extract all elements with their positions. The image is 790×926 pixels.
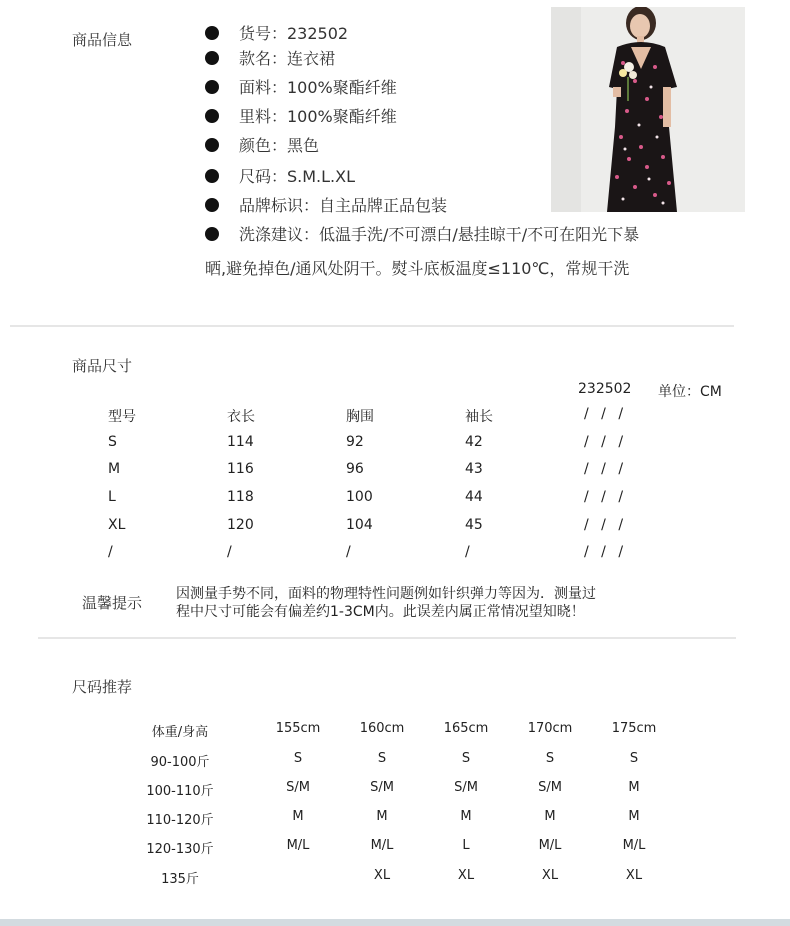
bullet-icon — [205, 227, 219, 241]
bullet-icon — [205, 80, 219, 94]
product-info-title: 商品信息 — [72, 31, 133, 49]
size-cell: 100 — [346, 489, 373, 505]
bottom-bar — [0, 919, 790, 926]
info-item-fabric — [205, 77, 397, 99]
size-cell: 116 — [227, 461, 254, 477]
size-header-cell: 衣长 — [227, 409, 255, 425]
recommend-size-cell: M — [460, 809, 472, 824]
recommend-size-cell: S/M — [538, 780, 562, 795]
recommend-size-cell: S/M — [370, 780, 394, 795]
weight-label: 100-110斤 — [146, 784, 214, 799]
weight-label: 135斤 — [161, 872, 199, 887]
info-text: 里料：100%聚酯纤维 — [239, 107, 397, 126]
recommend-size-cell: XL — [457, 868, 475, 883]
recommend-size-cell: M/L — [538, 838, 562, 853]
recommend-size-cell: L — [462, 838, 470, 853]
size-cell: L — [108, 489, 116, 505]
recommend-size-cell: S — [461, 751, 471, 766]
recommend-size-cell: M/L — [286, 838, 310, 853]
info-text: 颜色：黑色 — [239, 136, 320, 155]
recommend-size-cell: M — [544, 809, 556, 824]
section-divider — [38, 637, 736, 639]
info-item-size — [205, 166, 355, 188]
style-code: 232502 — [578, 381, 632, 397]
height-header: 170cm — [527, 721, 573, 736]
size-cell: 92 — [346, 434, 364, 450]
recommend-size-cell: S — [377, 751, 387, 766]
size-header-cell: 胸围 — [346, 409, 374, 425]
size-cell: / / / — [584, 434, 624, 450]
info-text: 面料：100%聚酯纤维 — [239, 78, 397, 97]
size-cell: XL — [108, 517, 126, 533]
size-cell: 120 — [227, 517, 254, 533]
info-item-brand — [205, 195, 447, 217]
weight-label: 110-120斤 — [146, 813, 214, 828]
recommend-size-cell: XL — [373, 868, 391, 883]
size-cell: / — [108, 544, 113, 560]
size-cell: 42 — [465, 434, 483, 450]
tip-label: 温馨提示 — [82, 594, 143, 612]
bullet-icon — [205, 169, 219, 183]
bullet-icon — [205, 109, 219, 123]
size-cell: M — [108, 461, 121, 477]
info-item-wash — [205, 224, 639, 246]
recommend-corner-cell: 体重/身高 — [151, 725, 209, 740]
wash-instructions-continued: 晒,避免掉色/通风处阴干。熨斗底板温度≤110℃，常规干洗 — [205, 259, 630, 278]
info-text: 款名：连衣裙 — [239, 49, 336, 68]
recommend-size-cell: S/M — [454, 780, 478, 795]
bullet-icon — [205, 138, 219, 152]
recommend-size-cell: M — [628, 780, 640, 795]
bullet-icon — [205, 198, 219, 212]
size-cell: / — [465, 544, 470, 560]
tip-text-line1: 因测量手势不同，面料的物理特性问题例如针织弹力等因为．测量过 — [176, 586, 596, 602]
size-cell: 43 — [465, 461, 483, 477]
size-cell: 114 — [227, 434, 254, 450]
recommend-size-cell: M/L — [622, 838, 646, 853]
recommend-size-cell: S/M — [286, 780, 310, 795]
size-cell: 44 — [465, 489, 483, 505]
section-divider — [10, 325, 734, 327]
height-header: 175cm — [611, 721, 657, 736]
size-chart-title: 商品尺寸 — [72, 357, 133, 375]
recommend-size-cell: M/L — [370, 838, 394, 853]
recommend-size-cell: XL — [625, 868, 643, 883]
unit-label: 单位：CM — [658, 384, 722, 400]
size-cell: / / / — [584, 461, 624, 477]
size-cell: / — [346, 544, 351, 560]
size-header-cell: / / / — [584, 406, 624, 422]
recommend-size-cell: S — [629, 751, 639, 766]
recommend-size-cell: S — [545, 751, 555, 766]
info-text: 洗涤建议：低温手洗/不可漂白/悬挂晾干/不可在阳光下暴 — [239, 225, 640, 244]
weight-label: 90-100斤 — [150, 755, 210, 770]
size-cell: S — [108, 434, 117, 450]
info-item-lining — [205, 106, 397, 128]
info-text: 货号：232502 — [239, 24, 349, 43]
size-cell: / / / — [584, 517, 624, 533]
size-cell: / / / — [584, 489, 624, 505]
recommend-size-cell: S — [293, 751, 303, 766]
recommend-title: 尺码推荐 — [72, 678, 133, 696]
tip-text-line2: 程中尺寸可能会有偏差约1-3CM内。此误差内属正常情况望知晓！ — [176, 604, 585, 620]
recommend-size-cell: M — [376, 809, 388, 824]
size-cell: 96 — [346, 461, 364, 477]
info-item-style — [205, 48, 335, 70]
product-photo — [551, 7, 745, 212]
bullet-icon — [205, 51, 219, 65]
height-header: 160cm — [359, 721, 405, 736]
size-cell: / / / — [584, 544, 624, 560]
info-item-sku — [205, 23, 348, 45]
height-header: 155cm — [275, 721, 321, 736]
info-item-color — [205, 135, 319, 157]
weight-label: 120-130斤 — [146, 842, 214, 857]
size-cell: 45 — [465, 517, 483, 533]
size-cell: 104 — [346, 517, 373, 533]
recommend-size-cell: M — [628, 809, 640, 824]
size-cell: / — [227, 544, 232, 560]
size-header-cell: 袖长 — [465, 409, 493, 425]
size-header-cell: 型号 — [108, 409, 136, 425]
recommend-size-cell: M — [292, 809, 304, 824]
recommend-size-cell: XL — [541, 868, 559, 883]
info-text: 尺码：S.M.L.XL — [239, 167, 356, 186]
bullet-icon — [205, 26, 219, 40]
size-cell: 118 — [227, 489, 254, 505]
height-header: 165cm — [443, 721, 489, 736]
info-text: 品牌标识：自主品牌正品包装 — [239, 196, 448, 215]
